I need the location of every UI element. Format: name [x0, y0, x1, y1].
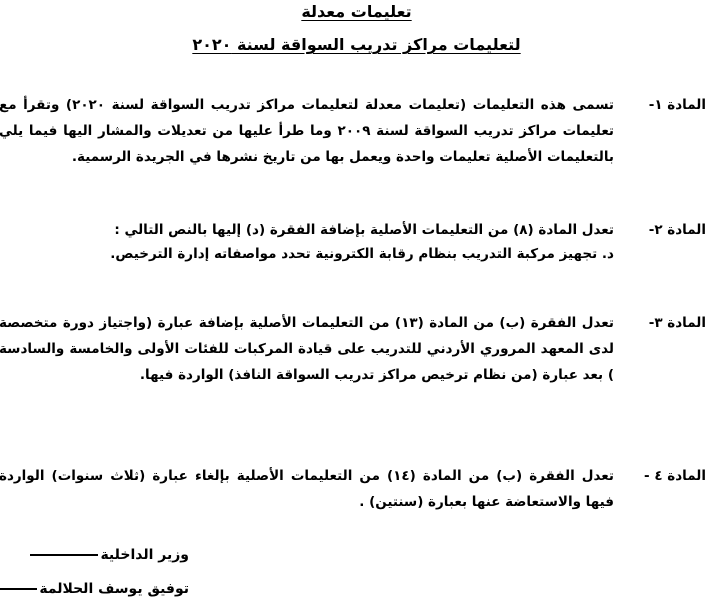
- article-1-label: المادة ١-: [649, 97, 707, 113]
- article-2-label: المادة ٢-: [649, 222, 707, 238]
- signature-line: [0, 588, 38, 590]
- document-title: تعليمات معدلة: [302, 2, 413, 21]
- article-3-paragraph: تعدل الفقرة (ب) من المادة (١٣) من التعليمات الأصلية بإضافة عبارة (واجتياز دورة متخصصة لدى المعهد المروري الأردني للتدريب على قيادة المركبات للفئات الأولى والخامسة والسادسة ) بعد عبارة (من نظام ترخيص مراكز تدريب السواقة النافذ) الواردة فيها.: [0, 315, 615, 383]
- signature-line: [31, 554, 99, 556]
- article-4-text: [0, 463, 615, 515]
- article-2-clause-d: د. تجهيز مركبة التدريب بنظام رقابة الكترونية تحدد مواصفاته إدارة الترخيص.: [111, 246, 615, 262]
- article-4-paragraph: تعدل الفقرة (ب) من المادة (١٤) من التعليمات الأصلية بإلغاء عبارة (ثلاث سنوات) الواردة فيها والاستعاضة عنها بعبارة (سنتين) .: [0, 468, 615, 510]
- document-subtitle: لتعليمات مراكز تدريب السواقة لسنة ٢٠٢٠: [193, 35, 522, 54]
- signatory-title: [31, 545, 190, 565]
- article-2-text: [0, 218, 615, 266]
- article-2-paragraph: تعدل المادة (٨) من التعليمات الأصلية بإضافة الفقرة (د) إليها بالنص التالي :: [115, 222, 615, 238]
- article-3-label: المادة ٣-: [649, 315, 707, 331]
- article-3-text: [0, 310, 615, 388]
- article-1-paragraph: تسمى هذه التعليمات (تعليمات معدلة لتعليمات مراكز تدريب السواقة لسنة ٢٠٢٠) وتقرأ مع تعليمات مراكز تدريب السواقة لسنة ٢٠٠٩ وما طرأ عليها من تعديلات والمشار اليها فيما يلي بالتعليمات الأصلية تعليمات واحدة ويعمل بها من تاريخ نشرها في الجريدة الرسمية.: [0, 97, 616, 165]
- signatory-name-text: توفيق يوسف الحلالمة: [40, 581, 190, 597]
- signatory-title-text: وزير الداخلية: [101, 547, 190, 563]
- article-1-text: [0, 92, 615, 170]
- signatory-name: [0, 579, 190, 599]
- article-4-label: المادة ٤ -: [645, 468, 707, 484]
